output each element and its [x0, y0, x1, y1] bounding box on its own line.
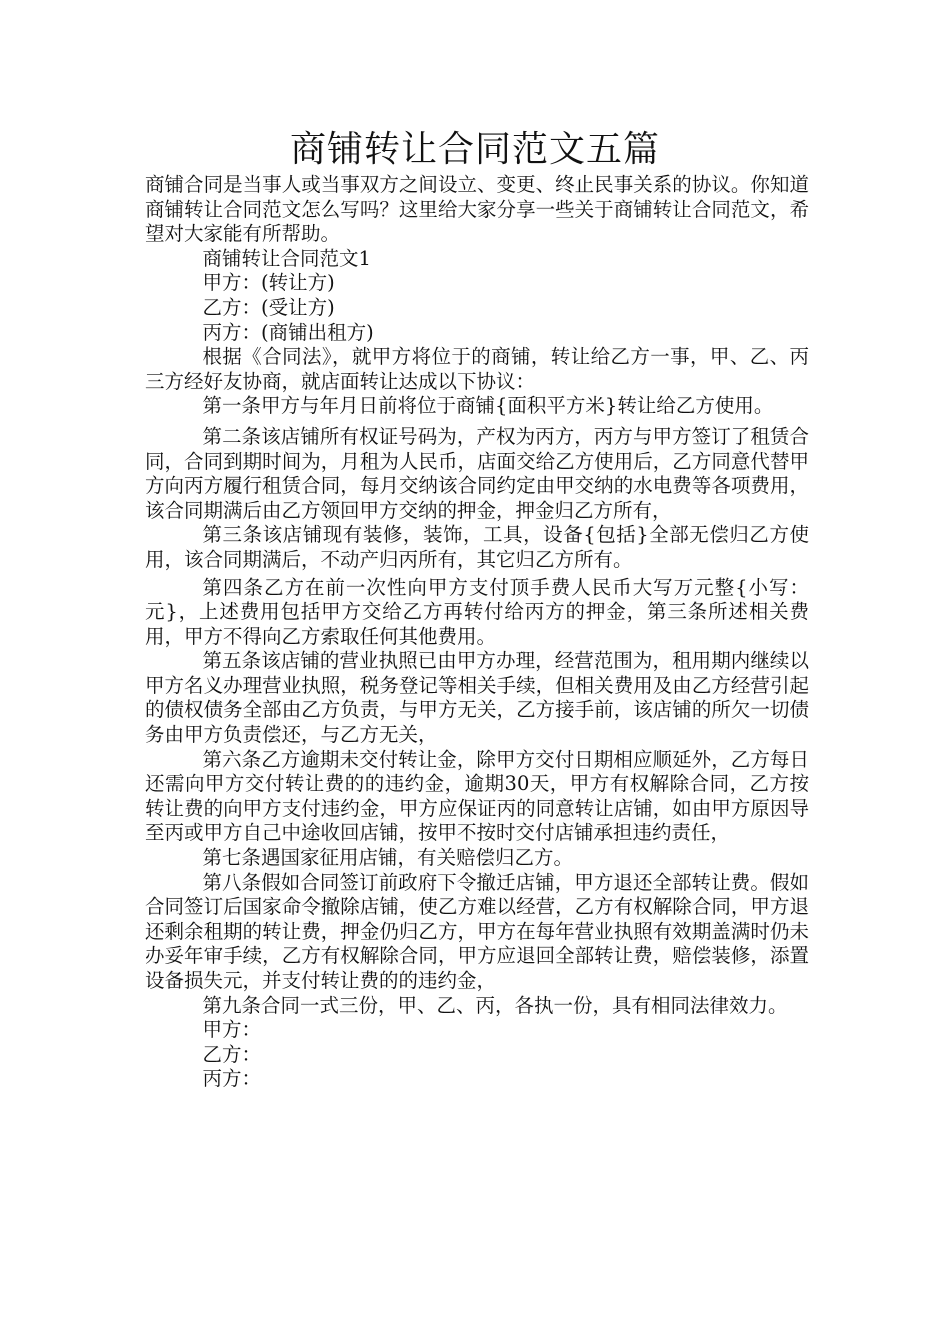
- party-a-line: 甲方：(转让方): [202, 271, 335, 295]
- signature-party-b: 乙方：: [202, 1042, 262, 1066]
- document-body: [145, 173, 809, 1092]
- article-7: 第七条遇国家征用店铺，有关赔偿归乙方。: [202, 846, 574, 870]
- signature-party-a: 甲方：: [202, 1018, 262, 1042]
- preamble-paragraph: 根据《合同法》，就甲方将位于的商铺，转让给乙方一事，甲、乙、丙三方经好友协商，就店面转让达成以下协议：: [145, 345, 809, 393]
- article-9: 第九条合同一式三份，甲、乙、丙，各执一份，具有相同法律效力。: [202, 993, 788, 1017]
- article-8: 第八条假如合同签订前政府下令撤迁店铺，甲方退还全部转让费。假如合同签订后国家命令撤除店铺，使乙方难以经营，乙方有权解除合同，甲方退还剩余租期的转让费，押金仍归乙方，甲方在每年营业执照有效期盖满时仍未办妥年审手续，乙方有权解除合同，甲方应退回全部转让费，赔偿装修，添置设备损失元，并支付转让费的的违约金，: [145, 870, 809, 992]
- article-4: 第四条乙方在前一次性向甲方支付顶手费人民币大写万元整{小写：元}，上述费用包括甲方交给乙方再转付给丙方的押金，第三条所述相关费用，甲方不得向乙方索取任何其他费用。: [145, 575, 809, 648]
- party-b-line: 乙方：(受让方): [202, 295, 335, 319]
- intro-paragraph: 商铺合同是当事人或当事双方之间设立、变更、终止民事关系的协议。你知道商铺转让合同范文怎么写吗？这里给大家分享一些关于商铺转让合同范文，希望对大家能有所帮助。: [145, 173, 809, 246]
- section-heading: 商铺转让合同范文1: [202, 246, 371, 270]
- signature-party-c: 丙方：: [202, 1067, 262, 1091]
- document-title: 商铺转让合同范文五篇: [289, 129, 660, 170]
- article-3: 第三条该店铺现有装修，装饰，工具，设备{包括}全部无偿归乙方使用，该合同期满后，不动产归丙所有，其它归乙方所有。: [145, 523, 809, 571]
- party-c-line: 丙方：(商铺出租方): [202, 320, 374, 344]
- article-1: 第一条甲方与年月日前将位于商铺{面积平方米}转让给乙方使用。: [202, 394, 774, 418]
- article-6: 第六条乙方逾期未交付转让金，除甲方交付日期相应顺延外，乙方每日还需向甲方交付转让费的的违约金，逾期30天，甲方有权解除合同，乙方按转让费的向甲方支付违约金，甲方应保证丙的同意转让店铺，如由甲方原因导至丙或甲方自己中途收回店铺，按甲不按时交付店铺承担违约责任，: [145, 747, 809, 845]
- article-2: 第二条该店铺所有权证号码为，产权为丙方，丙方与甲方签订了租赁合同，合同到期时间为，月租为人民币，店面交给乙方使用后，乙方同意代替甲方向丙方履行租赁合同，每月交纳该合同约定由甲交纳的水电费等各项费用，该合同期满后由乙方领回甲方交纳的押金，押金归乙方所有，: [145, 424, 809, 522]
- article-5: 第五条该店铺的营业执照已由甲方办理，经营范围为，租用期内继续以甲方名义办理营业执照，税务登记等相关手续，但相关费用及由乙方经营引起的债权债务全部由乙方负责，与甲方无关，乙方接手前，该店铺的所欠一切债务由甲方负责偿还，与乙方无关，: [145, 649, 809, 747]
